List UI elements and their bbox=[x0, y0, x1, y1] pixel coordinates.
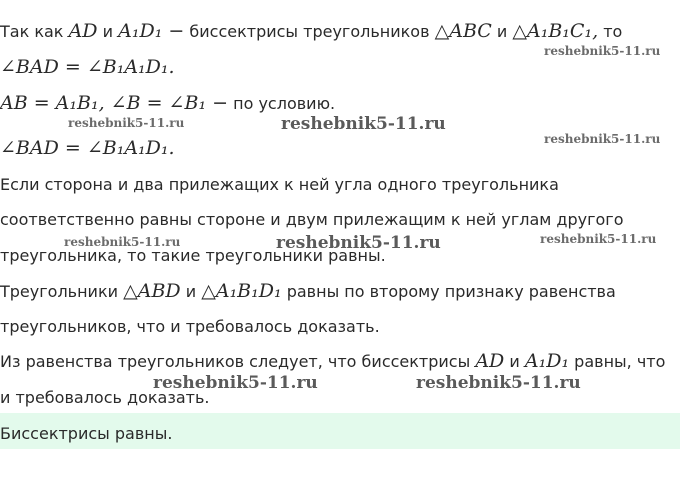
text: и bbox=[102, 22, 114, 41]
answer-box bbox=[0, 413, 680, 449]
text: Из равенства треугольников следует, что биссектрисы bbox=[0, 352, 471, 371]
text-line-10 bbox=[0, 350, 665, 372]
math: △A₁B₁D₁ bbox=[201, 280, 282, 302]
math: ∠BAD = ∠B₁A₁D₁. bbox=[0, 56, 175, 78]
text: равны, что bbox=[574, 352, 666, 371]
text: Треугольники bbox=[0, 282, 119, 301]
text-line-6 bbox=[0, 210, 624, 229]
math: AB = A₁B₁, ∠B = ∠B₁ − bbox=[0, 92, 229, 114]
text-line-5 bbox=[0, 175, 559, 194]
watermark: reshebnik5-11.ru bbox=[64, 235, 181, 249]
text: то bbox=[603, 22, 623, 41]
math: △ABC bbox=[434, 20, 492, 42]
math: A₁D₁ bbox=[524, 350, 570, 372]
math: AD bbox=[475, 350, 505, 372]
text: биссектрисы треугольников bbox=[189, 22, 430, 41]
math: AD bbox=[68, 20, 98, 42]
text: Так как bbox=[0, 22, 64, 41]
text: треугольника, то такие треугольники равны. bbox=[0, 246, 386, 265]
text: равны по второму признаку равенства bbox=[286, 282, 616, 301]
answer-text: Биссектрисы равны. bbox=[0, 424, 173, 443]
math: △ABD bbox=[123, 280, 181, 302]
text-line-8 bbox=[0, 280, 616, 302]
text-line-3 bbox=[0, 92, 335, 114]
text-line-1 bbox=[0, 20, 622, 42]
text: по условию. bbox=[233, 94, 336, 113]
text: Если сторона и два прилежащих к ней угла одного треугольника bbox=[0, 175, 559, 194]
math: ∠BAD = ∠B₁A₁D₁. bbox=[0, 137, 175, 159]
text: и требовалось доказать. bbox=[0, 388, 210, 407]
watermark: reshebnik5-11.ru bbox=[68, 116, 185, 130]
watermark: reshebnik5-11.ru bbox=[544, 44, 661, 58]
watermark: reshebnik5-11.ru bbox=[153, 373, 318, 393]
math: A₁D₁ − bbox=[118, 20, 185, 42]
text-line-4 bbox=[0, 137, 175, 159]
text: треугольников, что и требовалось доказать. bbox=[0, 317, 380, 336]
text-line-9 bbox=[0, 317, 380, 336]
text: и bbox=[496, 22, 508, 41]
text: соответственно равны стороне и двум прилежащим к ней углам другого bbox=[0, 210, 624, 229]
watermark: reshebnik5-11.ru bbox=[540, 232, 657, 246]
text: и bbox=[509, 352, 520, 371]
watermark: reshebnik5-11.ru bbox=[544, 132, 661, 146]
watermark: reshebnik5-11.ru bbox=[276, 233, 441, 253]
watermark: reshebnik5-11.ru bbox=[416, 373, 581, 393]
math: △A₁B₁C₁, bbox=[512, 20, 599, 42]
text-line-2 bbox=[0, 56, 175, 78]
text: и bbox=[185, 282, 197, 301]
watermark: reshebnik5-11.ru bbox=[281, 114, 446, 134]
